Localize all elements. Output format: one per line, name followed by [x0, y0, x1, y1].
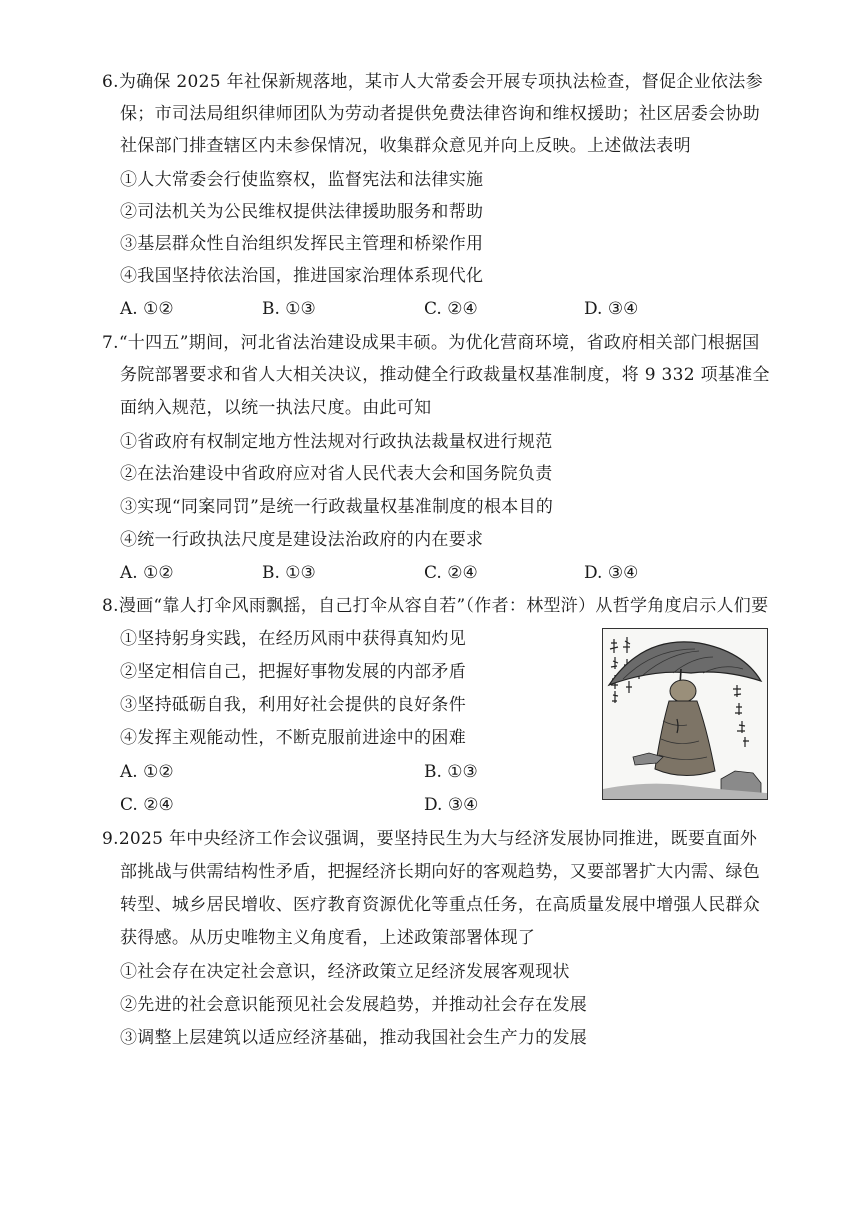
q9-statement-2: ②先进的社会意识能预见社会发展趋势，并推动社会存在发展	[120, 995, 588, 1015]
q6-statement-3: ③基层群众性自治组织发挥民主管理和桥梁作用	[120, 234, 484, 254]
q6-statement-2: ②司法机关为公民维权提供法律援助服务和帮助	[120, 202, 484, 222]
q8-statement-4: ④发挥主观能动性，不断克服前进途中的困难	[120, 728, 466, 748]
q8-option-c[interactable]: C. ②④	[120, 795, 174, 815]
q8-statement-1: ①坚持躬身实践，在经历风雨中获得真知灼见	[120, 629, 466, 649]
q6-option-a[interactable]: A. ①②	[120, 299, 174, 319]
q9-stem-line-4: 获得感。从历史唯物主义角度看，上述政策部署体现了	[120, 928, 536, 948]
q7-statement-1: ①省政府有权制定地方性法规对行政执法裁量权进行规范	[120, 432, 553, 452]
seated-figure	[655, 680, 715, 776]
q8-stem-line-1: 8.漫画“靠人打伞风雨飘摇，自己打伞从容自若”（作者：林型浒）从哲学角度启示人们要	[102, 596, 769, 616]
umbrella-person-drawing	[603, 629, 767, 799]
q9-stem-line-3: 转型、城乡居民增收、医疗教育资源优化等重点任务，在高质量发展中增强人民群众	[120, 895, 761, 915]
q8-statement-3: ③坚持砥砺自我，利用好社会提供的良好条件	[120, 695, 466, 715]
q8-statement-2: ②坚定相信自己，把握好事物发展的内部矛盾	[120, 662, 466, 682]
q9-statement-1: ①社会存在决定社会意识，经济政策立足经济发展客观现状	[120, 962, 570, 982]
q7-statement-3: ③实现“同案同罚”是统一行政裁量权基准制度的根本目的	[120, 497, 554, 517]
q6-stem-line-2: 保；市司法局组织律师团队为劳动者提供免费法律咨询和维权援助；社区居委会协助	[120, 104, 761, 124]
q6-option-d[interactable]: D. ③④	[584, 299, 639, 319]
q9-statement-3: ③调整上层建筑以适应经济基础，推动我国社会生产力的发展	[120, 1028, 588, 1048]
q6-statement-1: ①人大常委会行使监察权，监督宪法和法律实施	[120, 170, 484, 190]
q7-stem-line-1: 7.“十四五”期间，河北省法治建设成果丰硕。为优化营商环境，省政府相关部门根据国	[102, 333, 760, 353]
q7-option-a[interactable]: A. ①②	[120, 563, 174, 583]
q7-stem-line-2: 务院部署要求和省人大相关决议，推动健全行政裁量权基准制度，将 9 332 项基准全	[120, 365, 770, 385]
q8-option-b[interactable]: B. ①③	[424, 762, 478, 782]
q6-stem-line-3: 社保部门排查辖区内未参保情况，收集群众意见并向上反映。上述做法表明	[120, 136, 691, 156]
q8-option-d[interactable]: D. ③④	[424, 795, 479, 815]
q7-option-c[interactable]: C. ②④	[424, 563, 478, 583]
q7-stem-line-3: 面纳入规范，以统一执法尺度。由此可知	[120, 398, 432, 418]
q6-option-b[interactable]: B. ①③	[262, 299, 316, 319]
q9-stem-line-2: 部挑战与供需结构性矛盾，把握经济长期向好的客观趋势，又要部署扩大内需、绿色	[120, 862, 761, 882]
q9-stem-line-1: 9.2025 年中央经济工作会议强调，要坚持民生为大与经济发展协同推进，既要直面外	[102, 829, 758, 849]
q8-option-a[interactable]: A. ①②	[120, 762, 174, 782]
q6-option-c[interactable]: C. ②④	[424, 299, 478, 319]
q7-statement-4: ④统一行政执法尺度是建设法治政府的内在要求	[120, 530, 484, 550]
q7-option-d[interactable]: D. ③④	[584, 563, 639, 583]
q7-statement-2: ②在法治建设中省政府应对省人民代表大会和国务院负责	[120, 464, 553, 484]
cartoon-illustration	[602, 628, 768, 800]
q6-stem-line-1: 6.为确保 2025 年社保新规落地，某市人大常委会开展专项执法检查，督促企业依法参	[102, 72, 763, 92]
q6-statement-4: ④我国坚持依法治国，推进国家治理体系现代化	[120, 266, 484, 286]
q7-option-b[interactable]: B. ①③	[262, 563, 316, 583]
